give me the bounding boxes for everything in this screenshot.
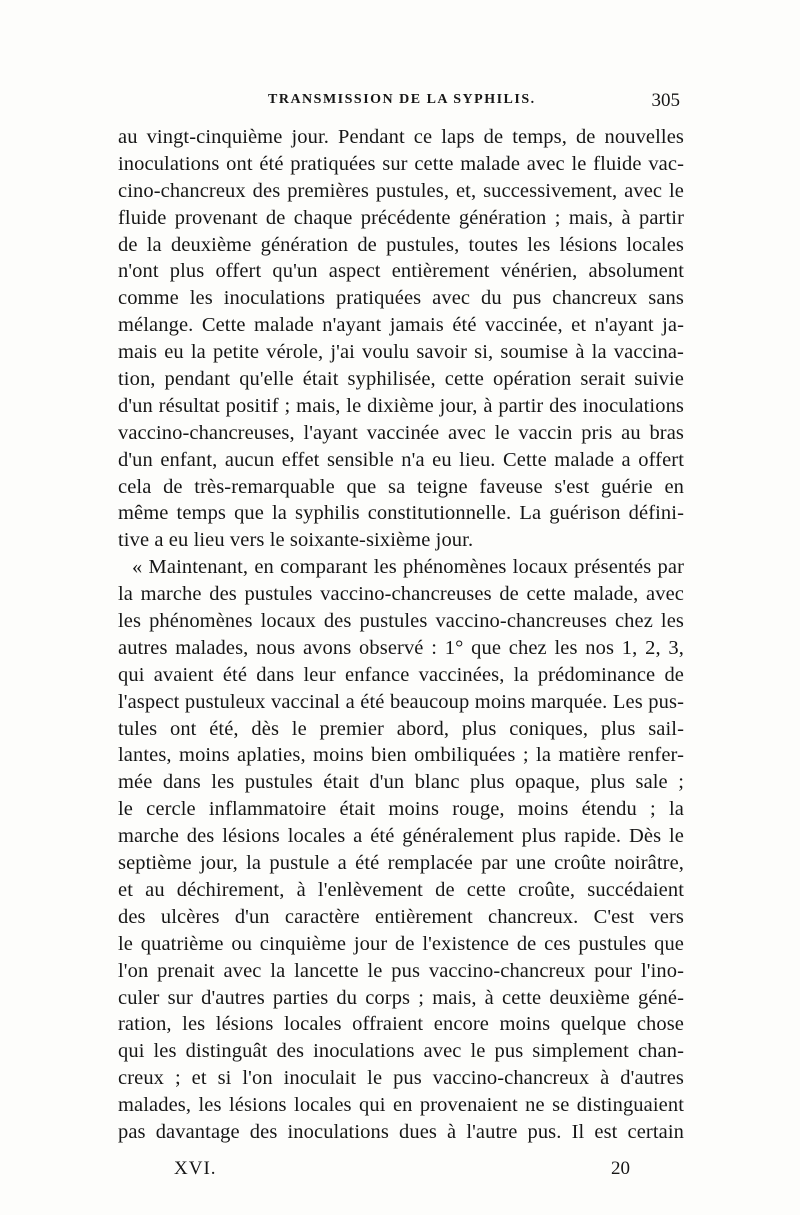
text-line: inoculations ont été pratiquées sur cette malade avec le fluide vac- [118, 152, 684, 175]
text-line: les phénomènes locaux des pustules vaccino-chancreuses chez les [118, 610, 684, 633]
text-line: qui les distinguât des inoculations avec le pus simplement chan- [118, 1040, 684, 1063]
text-line: ration, les lésions locales offraient encore moins quelque chose [118, 1013, 684, 1036]
text-line: « Maintenant, en comparant les phénomènes locaux présentés par [132, 556, 684, 579]
text-line: comme les inoculations pratiquées avec du pus chancreux sans [118, 287, 684, 310]
text-line: culer sur d'autres parties du corps ; mais, à cette deuxième géné- [118, 986, 684, 1009]
text-line: septième jour, la pustule a été remplacée par une croûte noirâtre, [118, 852, 684, 875]
text-line: cino-chancreux des premières pustules, et, successivement, avec le [118, 179, 684, 202]
text-line: tules ont été, dès le premier abord, plus coniques, plus sail- [118, 717, 684, 740]
text-line: des ulcères d'un caractère entièrement chancreux. C'est vers [118, 905, 684, 928]
text-line: vaccino-chancreuses, l'ayant vaccinée avec le vaccin pris au bras [118, 421, 684, 444]
text-line: d'un résultat positif ; mais, le dixième jour, à partir des inoculations [118, 394, 684, 417]
text-line: creux ; et si l'on inoculait le pus vaccino-chancreux à d'autres [118, 1067, 684, 1090]
text-line: tive a eu lieu vers le soixante-sixième jour. [118, 529, 474, 552]
text-line: l'on prenait avec la lancette le pus vaccino-chancreux pour l'ino- [118, 959, 684, 982]
text-line: même temps que la syphilis constitutionnelle. La guérison défini- [118, 502, 684, 525]
text-line: fluide provenant de chaque précédente génération ; mais, à partir [118, 206, 684, 229]
page-number: 305 [651, 90, 680, 111]
text-line: l'aspect pustuleux vaccinal a été beaucoup moins marquée. Les pus- [118, 690, 684, 713]
text-line: marche des lésions locales a été généralement plus rapide. Dès le [118, 825, 684, 848]
text-line: mélange. Cette malade n'ayant jamais été vaccinée, et n'ayant ja- [118, 314, 684, 337]
text-line: qui avaient été dans leur enfance vaccinées, la prédominance de [118, 663, 684, 686]
page-header [118, 92, 680, 116]
text-line: au vingt-cinquième jour. Pendant ce laps de temps, de nouvelles [118, 126, 684, 148]
text-line: mée dans les pustules était d'un blanc plus opaque, plus sale ; [118, 771, 684, 794]
text-line: la marche des pustules vaccino-chancreuses de cette malade, avec [118, 583, 684, 606]
sheet-number: 20 [611, 1158, 630, 1179]
text-line: de la deuxième génération de pustules, toutes les lésions locales [118, 233, 684, 256]
signature-mark: XVI. [174, 1158, 217, 1179]
text-line: le quatrième ou cinquième jour de l'existence de ces pustules que [118, 932, 684, 955]
text-line: tion, pendant qu'elle était syphilisée, cette opération serait suivie [118, 368, 684, 391]
text-line: mais eu la petite vérole, j'ai voulu savoir si, soumise à la vaccina- [118, 341, 684, 364]
text-line: malades, les lésions locales qui en provenaient ne se distinguaient [118, 1094, 684, 1117]
page-footer [174, 1158, 630, 1182]
text-line: d'un enfant, aucun effet sensible n'a eu lieu. Cette malade a offert [118, 448, 684, 471]
text-line: le cercle inflammatoire était moins rouge, moins étendu ; la [118, 798, 684, 821]
text-line: lantes, moins aplaties, moins bien ombiliquées ; la matière renfer- [118, 744, 684, 767]
text-line: n'ont plus offert qu'un aspect entièrement vénérien, absolument [118, 260, 684, 283]
text-line: et au déchirement, à l'enlèvement de cette croûte, succédaient [118, 878, 684, 901]
text-line: pas davantage des inoculations dues à l'autre pus. Il est certain [118, 1120, 684, 1143]
text-line: cela de très-remarquable que sa teigne faveuse s'est guérie en [118, 475, 684, 498]
running-title: TRANSMISSION DE LA SYPHILIS. [268, 92, 536, 107]
text-line: autres malades, nous avons observé : 1° que chez les nos 1, 2, 3, [118, 636, 684, 659]
body-text [118, 124, 684, 1146]
